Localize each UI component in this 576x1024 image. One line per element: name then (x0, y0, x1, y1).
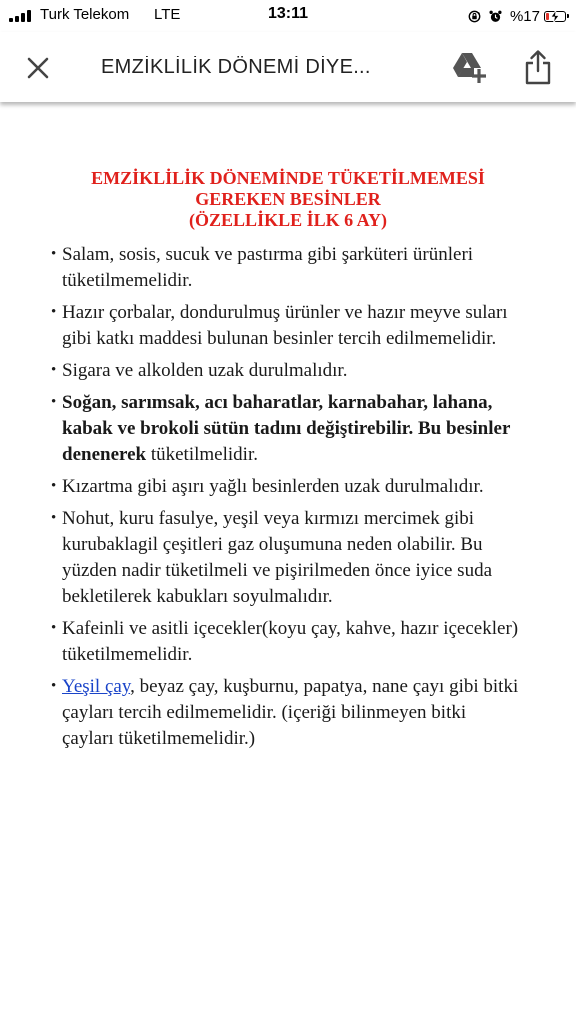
list-item-text: tüketilmelidir. (146, 444, 258, 465)
battery-icon (544, 11, 566, 22)
list-item-text: Kafeinli ve asitli içecekler(koyu çay, kahve, hazır içecekler) tüketilmemelidir. (62, 618, 519, 665)
battery-level-fill (546, 13, 549, 20)
bullet-icon: • (51, 304, 57, 320)
bullet-icon: • (51, 246, 57, 262)
document-heading (0, 168, 576, 231)
list-item (0, 357, 520, 384)
list-item (0, 473, 520, 500)
alarm-icon (489, 10, 502, 23)
bullet-icon: • (51, 362, 57, 378)
carrier-name: Turk Telekom (40, 6, 130, 23)
list-item-text: Salam, sosis, sucuk ve pastırma gibi şarküteri ürünleri tüketilmemelidir. (62, 244, 474, 291)
close-icon (22, 52, 54, 84)
document-content (0, 106, 576, 1024)
bullet-icon: • (51, 478, 57, 494)
list-item (0, 505, 520, 610)
heading-line-2: GEREKEN BESİNLER (195, 189, 381, 209)
list-item (0, 615, 520, 668)
bullet-list (0, 241, 520, 752)
list-item-text: Sigara ve alkolden uzak durulmalıdır. (62, 360, 348, 381)
bullet-icon: • (51, 510, 57, 526)
green-tea-link[interactable]: Yeşil çay (62, 676, 131, 697)
bullet-icon: • (51, 678, 57, 694)
bullet-icon: • (51, 620, 57, 636)
document-toolbar (0, 32, 576, 102)
heading-line-1: EMZİKLİLİK DÖNEMİNDE TÜKETİLMEMESİ (91, 168, 485, 188)
charging-bolt-icon (550, 10, 560, 23)
battery-percent: %17 (509, 7, 540, 25)
list-item (0, 299, 520, 352)
share-icon (523, 49, 553, 85)
list-item-text: Nohut, kuru fasulye, yeşil veya kırmızı mercimek gibi kurubaklagil çeşitleri gaz oluşumuna neden olabilir. Bu yüzden nadir tüketilmeli ve pişirilmeden önce iyice suda bekletilerek kabukları soyulmalıdır. (62, 508, 493, 607)
heading-line-3: (ÖZELLİKLE İLK 6 AY) (189, 210, 387, 230)
list-item (0, 389, 520, 468)
list-item-text: , beyaz çay, kuşburnu, papatya, nane çayı gibi bitki çayları tercih edilmemelidir. (içeriği bilinmeyen bitki çayları tüketilmemelidir.) (62, 676, 519, 749)
list-item (0, 673, 520, 752)
add-to-drive-icon (452, 50, 488, 84)
list-item-text: Kızartma gibi aşırı yağlı besinlerden uzak durulmalıdır. (62, 476, 484, 497)
add-to-drive-button[interactable] (452, 50, 488, 84)
orientation-lock-icon (468, 10, 481, 23)
share-button[interactable] (523, 49, 553, 85)
close-button[interactable] (22, 52, 54, 84)
list-item (0, 241, 520, 294)
document-title: EMZİKLİLİK DÖNEMİ DİYE... (101, 56, 371, 78)
bullet-icon: • (51, 394, 57, 410)
status-indicators (468, 5, 566, 27)
status-bar (0, 0, 576, 32)
list-item-text: Hazır çorbalar, dondurulmuş ürünler ve hazır meyve suları gibi katkı maddesi bulunan besinler tercih edilmemelidir. (62, 302, 508, 349)
list-item-bold-text: Soğan, sarımsak, acı baharatlar, karnabahar, lahana, kabak ve brokoli sütün tadını değiştirebilir. Bu besinler denenerek (62, 392, 511, 465)
clock: 13:11 (267, 5, 309, 22)
network-type: LTE (154, 6, 181, 23)
